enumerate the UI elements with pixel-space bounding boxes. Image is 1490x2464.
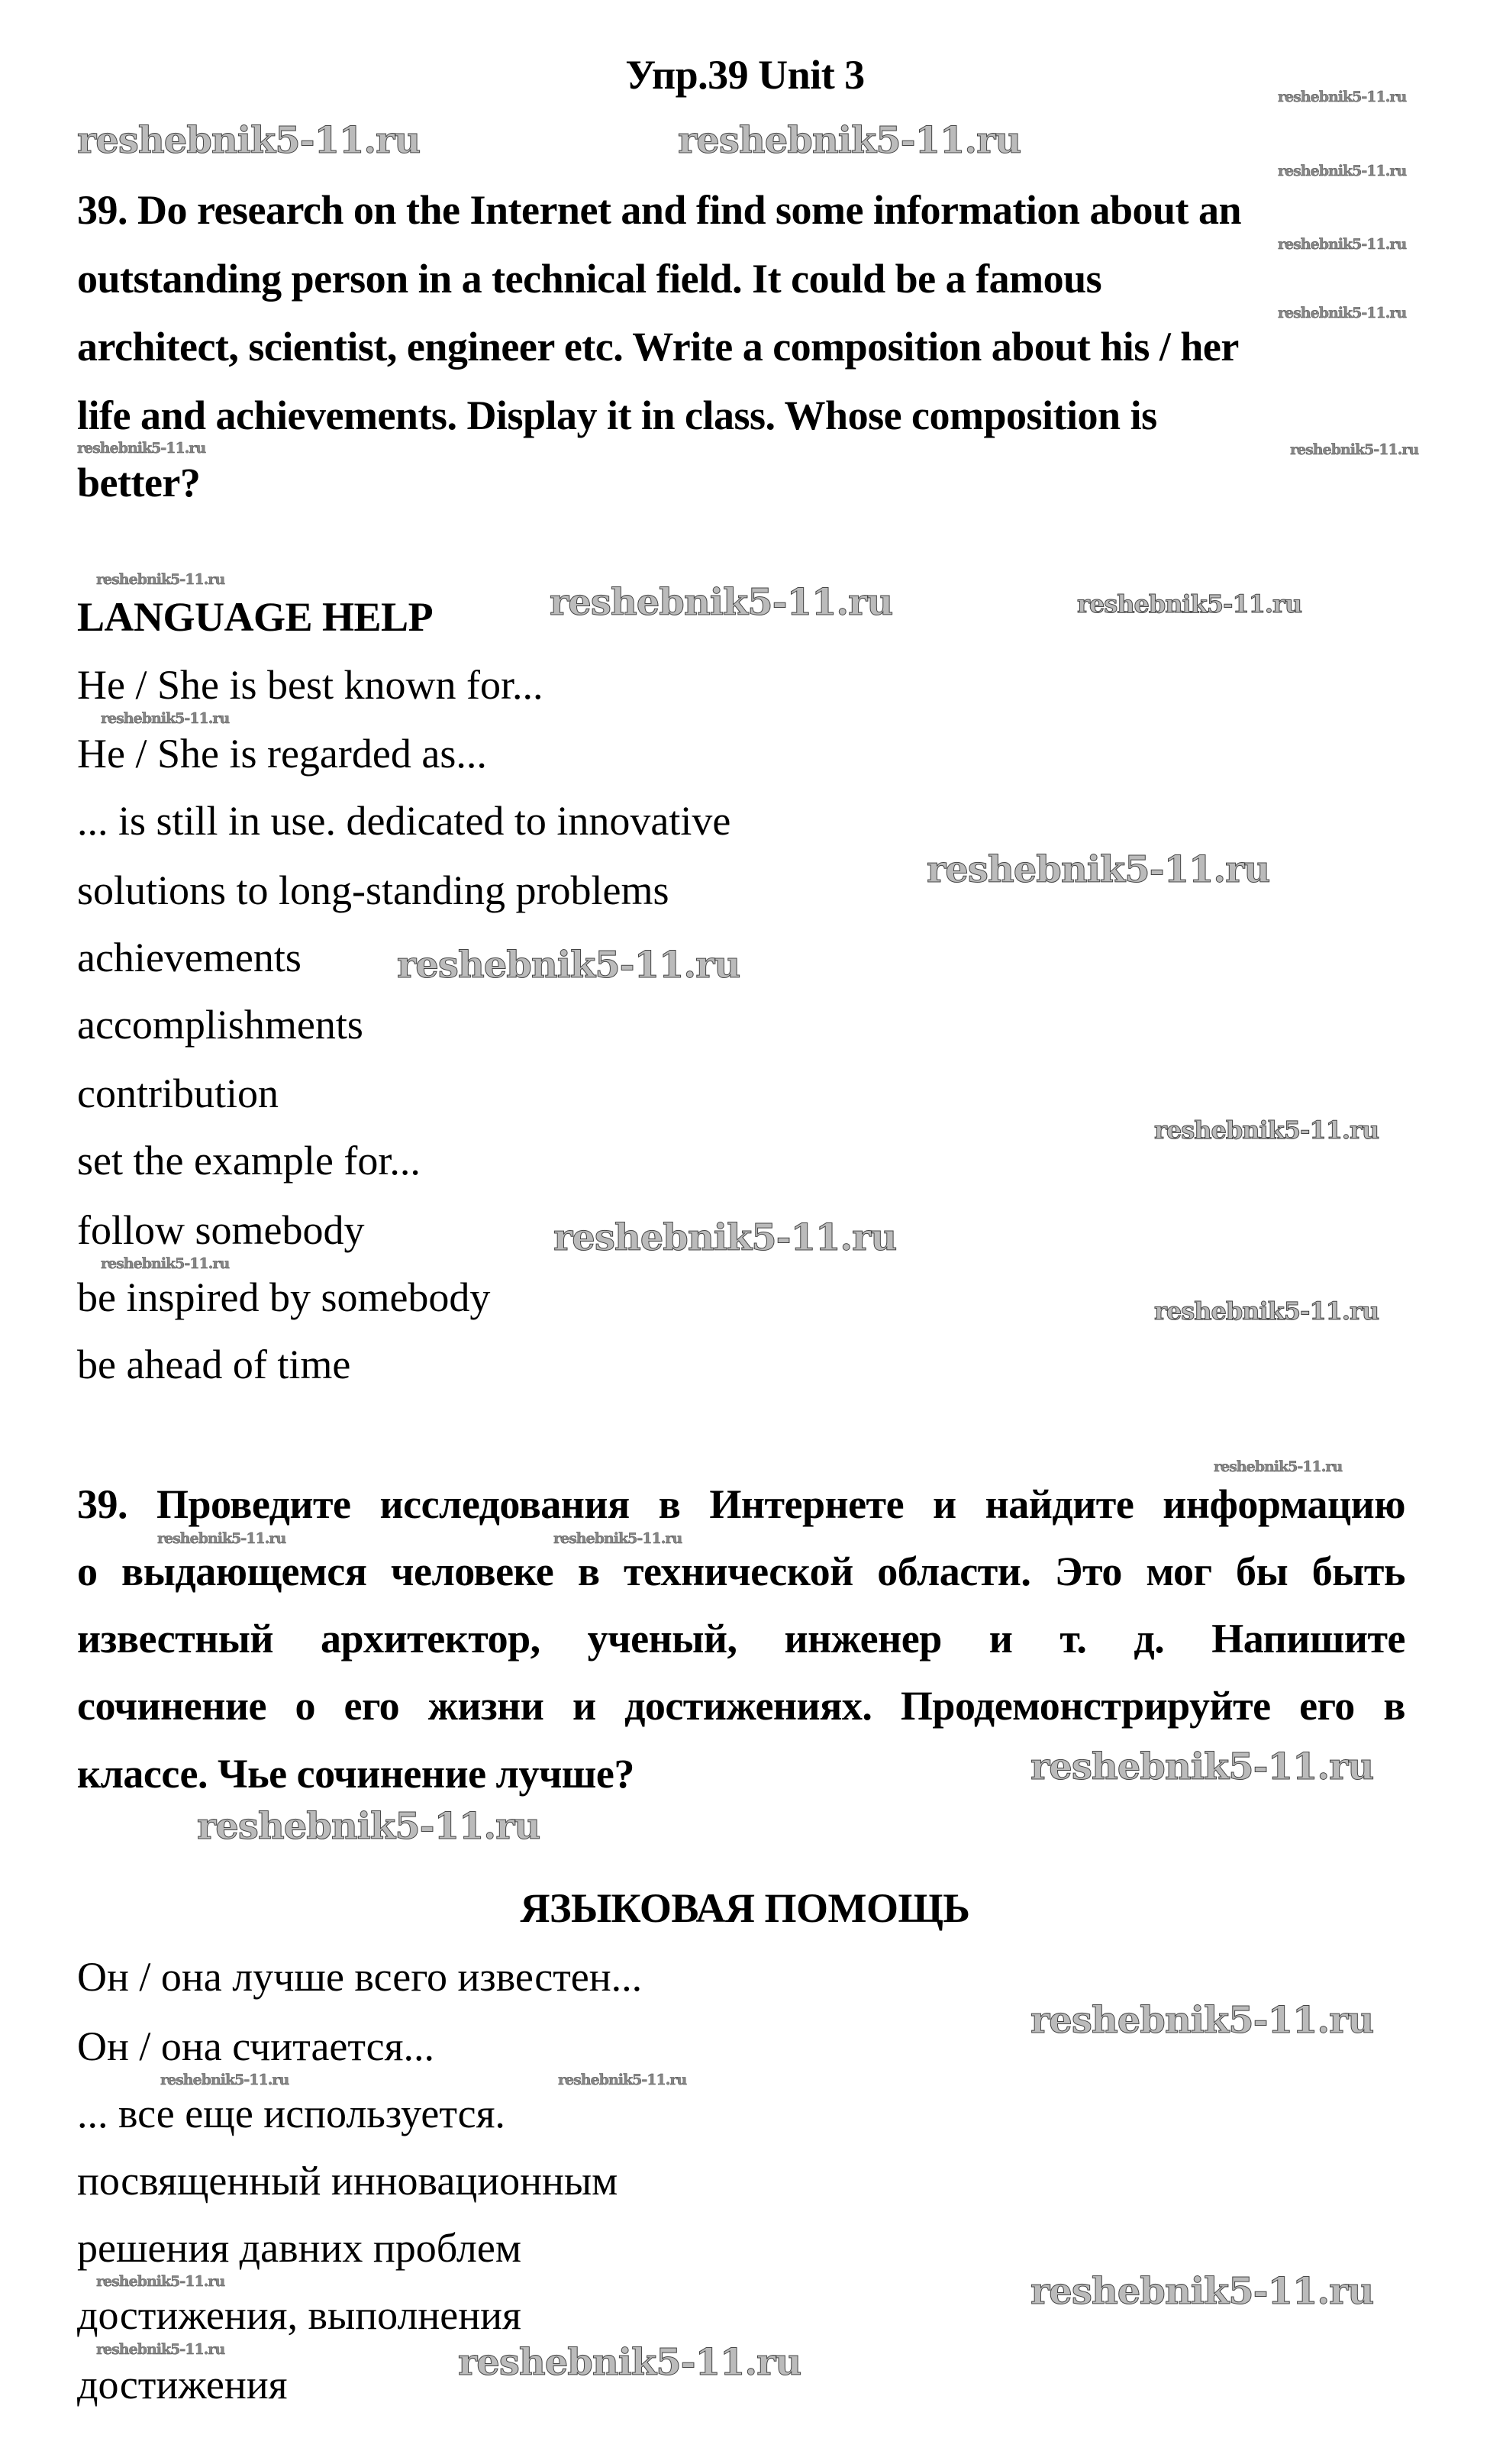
watermark: reshebnik5-11.ru xyxy=(1030,1745,1374,1788)
help-en-item: be inspired by somebody xyxy=(77,1274,491,1320)
task-ru-line: известный архитектор, ученый, инженер и т. д. Напишите xyxy=(77,1616,1405,1662)
watermark: reshebnik5-11.ru xyxy=(197,1805,540,1848)
task-en-line: life and achievements. Display it in class. Whose composition is xyxy=(77,392,1157,438)
language-help-heading: LANGUAGE HELP xyxy=(77,594,434,640)
help-en-item: achievements xyxy=(77,935,302,980)
watermark: reshebnik5-11.ru xyxy=(1278,305,1407,321)
watermark: reshebnik5-11.ru xyxy=(77,440,206,457)
watermark: reshebnik5-11.ru xyxy=(1278,236,1407,253)
task-en-line: 39. Do research on the Internet and find some information about an xyxy=(77,187,1242,233)
task-en-line: better? xyxy=(77,460,201,505)
help-ru-item: достижения, выполнения xyxy=(77,2292,521,2338)
watermark: reshebnik5-11.ru xyxy=(553,1530,682,1547)
task-ru-line: классе. Чье сочинение лучше? xyxy=(77,1751,634,1797)
watermark: reshebnik5-11.ru xyxy=(96,2341,225,2358)
help-ru-item: Он / она считается... xyxy=(77,2023,434,2069)
help-en-item: be ahead of time xyxy=(77,1342,351,1387)
task-ru-line: 39. Проведите исследования в Интернете и найдите информацию xyxy=(77,1481,1405,1527)
watermark: reshebnik5-11.ru xyxy=(1077,589,1302,618)
help-en-item: He / She is regarded as... xyxy=(77,731,487,777)
help-ru-item: посвященный инновационным xyxy=(77,2158,618,2204)
page-title: Упр.39 Unit 3 xyxy=(625,52,865,98)
watermark: reshebnik5-11.ru xyxy=(96,2273,225,2290)
watermark: reshebnik5-11.ru xyxy=(397,944,740,987)
watermark: reshebnik5-11.ru xyxy=(558,2072,687,2088)
watermark: reshebnik5-11.ru xyxy=(96,571,225,588)
task-en-line: architect, scientist, engineer etc. Write a composition about his / her xyxy=(77,324,1239,370)
help-en-item: set the example for... xyxy=(77,1138,421,1184)
help-en-item: contribution xyxy=(77,1071,279,1116)
help-en-item: He / She is best known for... xyxy=(77,662,543,708)
help-en-item: ... is still in use. dedicated to innovative xyxy=(77,798,731,844)
task-en-line: outstanding person in a technical field. It could be a famous xyxy=(77,256,1102,302)
help-en-item: follow somebody xyxy=(77,1207,365,1253)
help-ru-item: Он / она лучше всего известен... xyxy=(77,1954,643,2000)
watermark: reshebnik5-11.ru xyxy=(678,119,1021,162)
watermark: reshebnik5-11.ru xyxy=(550,581,893,624)
help-ru-item: ... все еще используется. xyxy=(77,2091,505,2136)
watermark: reshebnik5-11.ru xyxy=(157,1530,286,1547)
watermark: reshebnik5-11.ru xyxy=(101,1255,230,1272)
task-ru-line: сочинение о его жизни и достижениях. Продемонстрируйте его в xyxy=(77,1683,1405,1729)
help-en-item: accomplishments xyxy=(77,1002,363,1048)
task-ru-line: о выдающемся человеке в технической области. Это мог бы быть xyxy=(77,1548,1405,1594)
watermark: reshebnik5-11.ru xyxy=(1030,2270,1374,2313)
watermark: reshebnik5-11.ru xyxy=(1154,1116,1379,1145)
language-help-ru-heading: ЯЗЫКОВАЯ ПОМОЩЬ xyxy=(520,1885,970,1931)
watermark: reshebnik5-11.ru xyxy=(553,1216,897,1259)
watermark: reshebnik5-11.ru xyxy=(101,710,230,727)
help-ru-item: решения давних проблем xyxy=(77,2225,522,2271)
watermark: reshebnik5-11.ru xyxy=(160,2072,289,2088)
watermark: reshebnik5-11.ru xyxy=(1154,1297,1379,1326)
watermark: reshebnik5-11.ru xyxy=(927,848,1270,891)
watermark: reshebnik5-11.ru xyxy=(458,2341,801,2384)
help-ru-item: достижения xyxy=(77,2362,288,2407)
watermark: reshebnik5-11.ru xyxy=(1290,441,1419,458)
help-en-item: solutions to long-standing problems xyxy=(77,867,669,913)
watermark: reshebnik5-11.ru xyxy=(1030,1999,1374,2042)
watermark: reshebnik5-11.ru xyxy=(1214,1458,1343,1475)
watermark: reshebnik5-11.ru xyxy=(1278,163,1407,179)
watermark: reshebnik5-11.ru xyxy=(1278,89,1407,105)
watermark: reshebnik5-11.ru xyxy=(77,119,421,162)
